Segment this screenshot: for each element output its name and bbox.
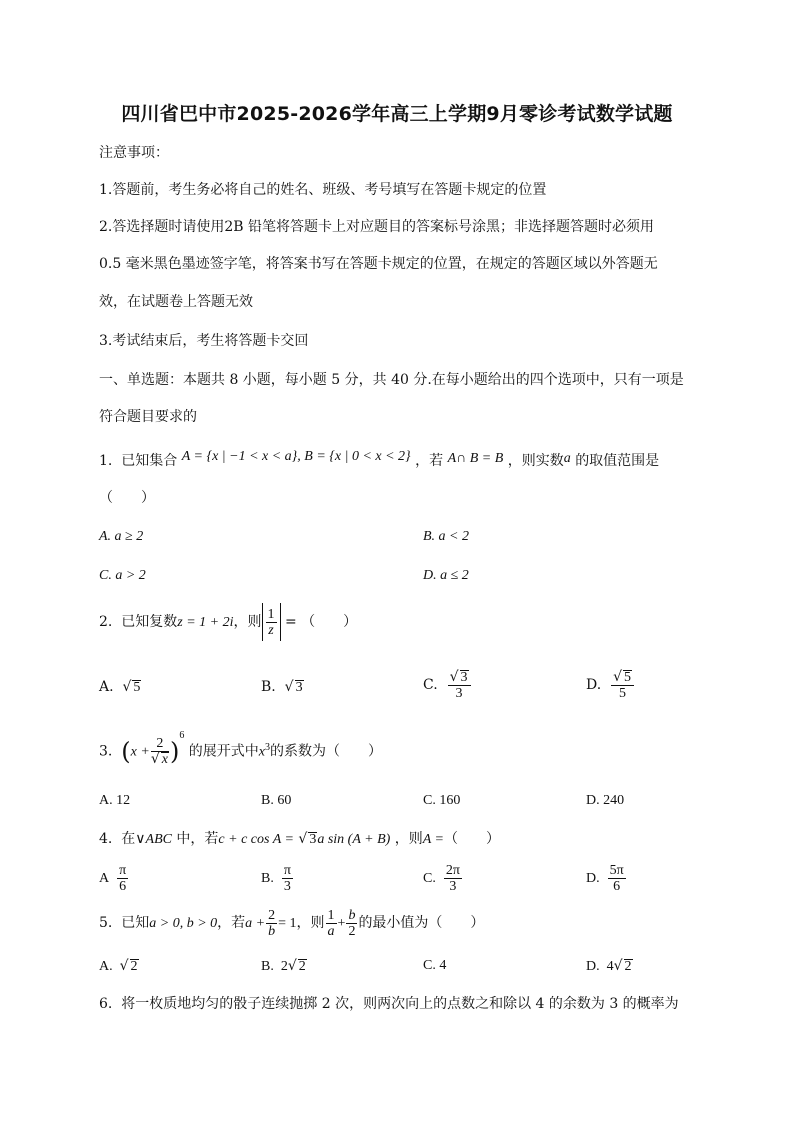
fraction: $\frac{1}{a}$ <box>327 907 335 939</box>
exponent: 6 <box>179 730 185 741</box>
option-c: C. a > 2 <box>99 568 146 583</box>
absolute-value: $\frac{1}{z}$ <box>262 603 281 641</box>
question-5: 5. 已知a > 0, b > 0，若a + $\frac{2}{b}$ = 1，则 $\frac{1}{a}$ + $\frac{b}{2}$ 的最小值为（ ） <box>99 907 485 939</box>
math-expression: ABC <box>145 832 172 847</box>
notice-item-2a: 2.答选择题时请使用2B 铅笔将答题卡上对应题目的答案标号涂黑；非选择题答题时必须用 <box>99 219 655 235</box>
question-number: 6. <box>99 996 113 1012</box>
question-6 <box>99 995 679 1013</box>
exponent: 3 <box>265 742 270 753</box>
question-number: 1. <box>99 453 113 469</box>
question-text: = （ ） <box>284 614 358 630</box>
section-heading-line2: 符合题目要求的 <box>99 409 197 425</box>
question-text: ，若 <box>217 915 246 931</box>
math-variable: a <box>563 451 571 466</box>
math-variable: x <box>258 744 265 760</box>
question-3: 3. (x + $\frac{2}{√ x}$ )$^6$ 的展开式中$x^3$的系数为（ ） <box>99 730 382 768</box>
option-a: A. a ≥ 2 <box>99 529 144 544</box>
option-b: B. a < 2 <box>423 529 469 544</box>
question-number: 2. <box>99 614 113 630</box>
option-c: C. 160 <box>423 793 461 808</box>
question-text: ，则实数 <box>507 453 564 469</box>
math-expression: = 1 <box>278 916 297 931</box>
math-expression: A = <box>422 832 444 847</box>
math-expression: a sin (A + B) <box>317 832 391 847</box>
question-text: 的最小值为（ ） <box>358 915 485 931</box>
question-text: 已知复数 <box>121 614 178 630</box>
math-expression: A∩ B = B <box>447 451 504 466</box>
option-b: B. √ 3 <box>261 679 303 695</box>
option-a: A $\frac{\pi}{6}$ <box>99 863 127 895</box>
question-text: ，则 <box>394 831 423 847</box>
math-expression: a > 0, b > 0 <box>149 916 218 931</box>
page-title: 四川省巴中市2025-2026学年高三上学期9月零诊考试数学试题 <box>121 103 673 125</box>
math-expression: a + <box>245 916 266 931</box>
option-b: B. 2√ 2 <box>261 958 306 974</box>
math-expression: z = 1 + 2i <box>177 615 234 630</box>
fraction: $\frac{2}{b}$ <box>268 907 276 939</box>
notice-item-2b: 0.5 毫米黑色墨迹签字笔，将答案书写在答题卡规定的位置，在规定的答题区域以外答题无 <box>99 256 658 272</box>
notice-heading: 注意事项： <box>99 145 169 161</box>
fraction: $\frac{b}{2}$ <box>348 907 356 939</box>
option-b: B. $\frac{\pi}{3}$ <box>261 863 291 895</box>
question-text: ，若 <box>415 453 444 469</box>
question-text: 的系数为（ ） <box>270 743 382 760</box>
question-text: 已知 <box>121 915 150 931</box>
option-d: D. 240 <box>586 793 625 808</box>
question-text: 将一枚质地均匀的骰子连续抛掷 2 次，则两次向上的点数之和除以 4 的余数为 3 的概率为 <box>121 996 679 1012</box>
option-d: D. a ≤ 2 <box>423 568 469 583</box>
option-c: C. $\frac{√ 3}{3}$ <box>423 668 472 702</box>
notice-item-1: 1.答题前，考生务必将自己的姓名、班级、考号填写在答题卡规定的位置 <box>99 182 547 198</box>
answer-paren: （ ） <box>99 490 155 506</box>
math-expression: c + c cos A = <box>218 832 294 847</box>
question-text: 已知集合 <box>121 453 178 469</box>
question-text: 的取值范围是 <box>575 453 660 469</box>
option-c: C. 4 <box>423 958 447 973</box>
sqrt-value: 3 <box>309 832 317 847</box>
option-d: D. $\frac{√ 5}{5}$ <box>586 668 635 702</box>
fraction: $\frac{2}{√ x}$ <box>150 736 168 768</box>
notice-item-2c: 效，在试题卷上答题无效 <box>99 294 253 310</box>
question-1 <box>99 449 660 471</box>
answer-paren: （ ） <box>444 831 500 847</box>
question-text: 的展开式中 <box>188 743 259 760</box>
question-text: 在∨ <box>121 831 146 847</box>
question-number: 4. <box>99 831 113 847</box>
question-2 <box>99 603 357 642</box>
option-a: A. 12 <box>99 793 131 808</box>
question-text: 中，若 <box>176 831 219 847</box>
question-text: ，则 <box>233 614 262 630</box>
option-c: C. $\frac{2\pi}{3}$ <box>423 863 460 895</box>
question-text: ，则 <box>296 915 325 931</box>
option-a: A. √ 5 <box>99 679 141 695</box>
option-d: D. 4√ 2 <box>586 958 632 974</box>
question-number: 5. <box>99 915 113 931</box>
question-number: 3. <box>99 743 113 760</box>
question-4: 4. 在∨ABC 中，若c + c cos A = √ 3a sin (A + B) ，则A =（ ） <box>99 831 500 847</box>
option-b: B. 60 <box>261 793 292 808</box>
notice-item-3: 3.考试结束后，考生将答题卡交回 <box>99 333 309 349</box>
math-expression: A = {x | −1 < x < a}, B = {x | 0 < x < 2} <box>181 449 411 464</box>
option-d: D. $\frac{5\pi}{6}$ <box>586 863 624 895</box>
option-a: A. √ 2 <box>99 958 138 974</box>
math-expression: x + <box>130 744 150 760</box>
section-heading-line1: 一、单选题：本题共 8 小题，每小题 5 分，共 40 分.在每小题给出的四个选项中，只有一项是 <box>99 372 684 388</box>
